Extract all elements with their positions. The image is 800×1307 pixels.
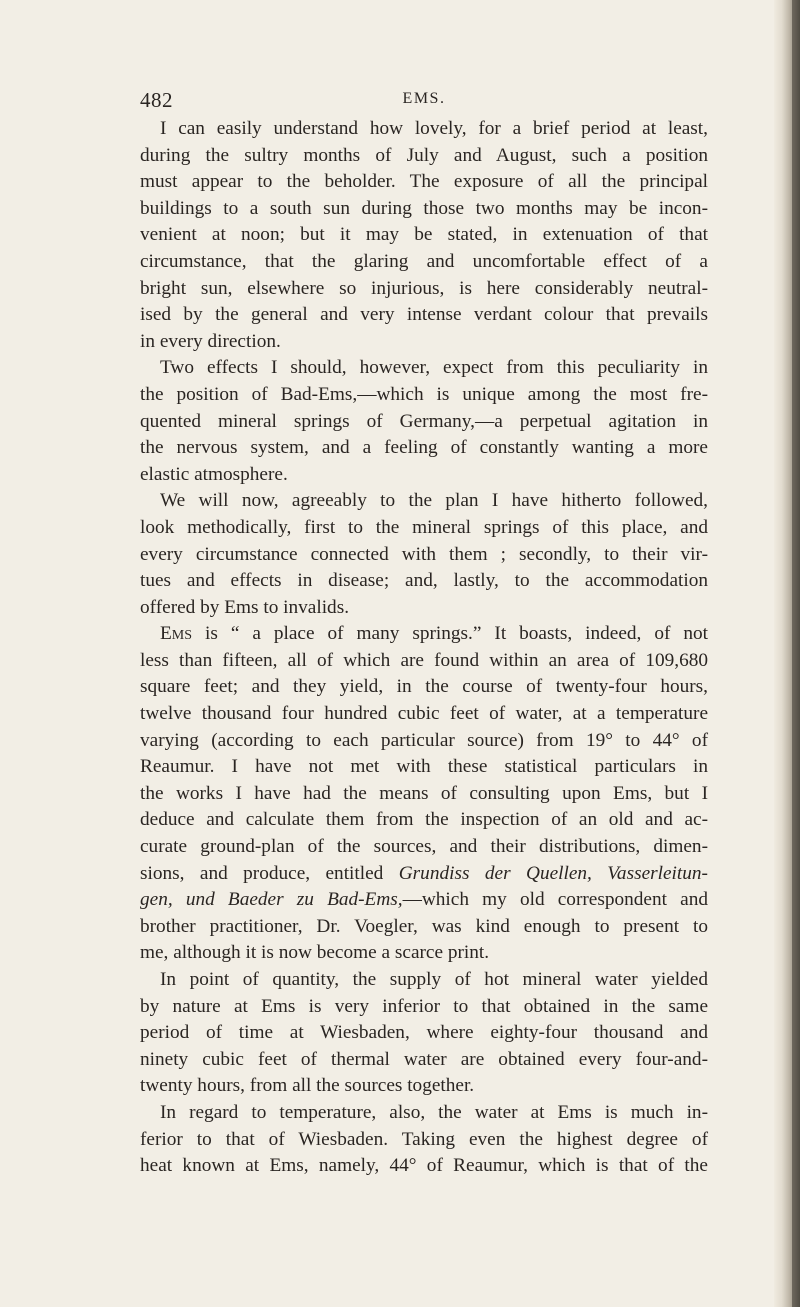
text-line [140, 355, 708, 382]
text-line [140, 887, 708, 914]
text-line [140, 674, 708, 701]
text-segment: during the sultry months of July and August, such a position [140, 144, 708, 166]
text-segment: is “ a place of many springs.” It boasts, indeed, of not [192, 623, 708, 645]
text-line [140, 940, 708, 967]
text-segment: heat known at Ems, namely, 44° of Reaumur, which is that of the [140, 1155, 708, 1177]
small-caps-text: Ems [160, 623, 193, 645]
text-segment: tues and effects in disease; and, lastly, to the accommodation [140, 570, 708, 592]
text-segment: deduce and calculate them from the inspection of an old and ac- [140, 809, 708, 831]
text-line [140, 515, 708, 542]
text-segment: circumstance, that the glaring and uncomfortable effect of a [140, 250, 708, 272]
text-line [140, 994, 708, 1021]
text-segment: buildings to a south sun during those two months may be incon- [140, 197, 708, 219]
text-segment: look methodically, first to the mineral springs of this place, and [140, 516, 708, 538]
text-line [140, 807, 708, 834]
text-segment: ised by the general and very intense verdant colour that prevails [140, 304, 708, 326]
running-head: EMS. [402, 90, 446, 107]
text-segment: We will now, agreeably to the plan I have hitherto followed, [160, 490, 708, 512]
italic-text: Grundiss der Quellen, Vasserleitun- [398, 862, 708, 884]
text-segment: me, although it is now become a scarce print. [140, 942, 490, 964]
text-line [140, 382, 708, 409]
text-line [140, 1047, 708, 1074]
text-segment: ninety cubic feet of thermal water are obtained every four-and- [140, 1048, 708, 1070]
text-line [140, 1153, 708, 1180]
text-segment: In regard to temperature, also, the water at Ems is much in- [160, 1101, 708, 1123]
page-binding-edge [792, 0, 800, 1307]
text-line [140, 143, 708, 170]
text-line [140, 861, 708, 888]
text-line [140, 754, 708, 781]
text-segment: curate ground-plan of the sources, and their distributions, dimen- [140, 836, 708, 858]
text-segment: square feet; and they yield, in the course of twenty-four hours, [140, 676, 708, 698]
text-segment: by nature at Ems is very inferior to that obtained in the same [140, 995, 708, 1017]
text-segment: period of time at Wiesbaden, where eighty-four thousand and [140, 1022, 708, 1044]
text-line [140, 169, 708, 196]
text-line [140, 329, 708, 356]
italic-text: gen, und Baeder zu Bad-Ems, [140, 889, 403, 911]
text-segment: in every direction. [140, 330, 281, 352]
text-line [140, 1073, 708, 1100]
text-segment: twenty hours, from all the sources together. [140, 1075, 475, 1097]
text-segment: quented mineral springs of Germany,—a perpetual agitation in [140, 410, 708, 432]
text-segment: elastic atmosphere. [140, 463, 288, 485]
text-segment: offered by Ems to invalids. [140, 596, 350, 618]
text-segment: varying (according to each particular source) from 19° to 44° of [140, 729, 708, 751]
page-header [140, 88, 708, 118]
text-segment: every circumstance connected with them ; secondly, to their vir- [140, 543, 708, 565]
text-segment: brother practitioner, Dr. Voegler, was kind enough to present to [140, 915, 708, 937]
text-line [140, 701, 708, 728]
text-line [140, 462, 708, 489]
text-line [140, 1127, 708, 1154]
text-line [140, 568, 708, 595]
text-line [140, 914, 708, 941]
text-line [140, 222, 708, 249]
text-line [140, 648, 708, 675]
text-segment: ferior to that of Wiesbaden. Taking even the highest degree of [140, 1128, 708, 1150]
text-line [140, 409, 708, 436]
text-line [140, 967, 708, 994]
text-segment: the works I have had the means of consulting upon Ems, but I [140, 782, 708, 804]
text-line [140, 488, 708, 515]
text-line [140, 276, 708, 303]
page-number: 482 [140, 88, 173, 112]
text-segment: Reaumur. I have not met with these statistical particulars in [140, 756, 708, 778]
text-line [140, 435, 708, 462]
text-segment: In point of quantity, the supply of hot mineral water yielded [160, 969, 708, 990]
text-segment: bright sun, elsewhere so injurious, is here considerably neutral- [140, 277, 708, 299]
text-segment: Two effects I should, however, expect from this peculiarity in [160, 357, 708, 379]
text-line [140, 249, 708, 276]
text-line [140, 116, 708, 143]
text-segment: venient at noon; but it may be stated, in extenuation of that [140, 224, 708, 246]
text-segment: sions, and produce, entitled [140, 862, 399, 884]
text-segment: the nervous system, and a feeling of constantly wanting a more [140, 437, 708, 459]
text-segment: the position of Bad-Ems,—which is unique among the most fre- [140, 383, 708, 405]
text-segment: twelve thousand four hundred cubic feet of water, at a temperature [140, 703, 708, 725]
body-text [140, 116, 708, 1180]
text-segment: I can easily understand how lovely, for a brief period at least, [160, 118, 708, 139]
text-line [140, 834, 708, 861]
text-segment: less than fifteen, all of which are found within an area of 109,680 [140, 649, 708, 671]
text-line [140, 542, 708, 569]
text-line [140, 595, 708, 622]
text-line [140, 621, 708, 648]
text-segment: —which my old correspondent and [402, 889, 708, 911]
text-segment: must appear to the beholder. The exposure of all the principal [140, 171, 708, 193]
text-line [140, 1020, 708, 1047]
text-line [140, 1100, 708, 1127]
text-line [140, 302, 708, 329]
text-line [140, 781, 708, 808]
text-line [140, 728, 708, 755]
text-line [140, 196, 708, 223]
